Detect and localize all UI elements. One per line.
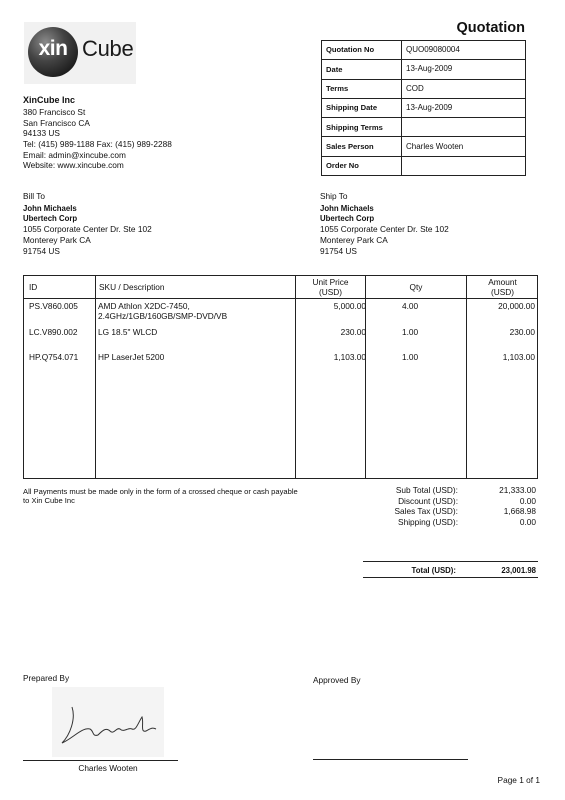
grand-total (363, 561, 538, 578)
info-label: Order No (322, 156, 402, 175)
total-value: 0.00 (519, 495, 536, 506)
bill-to-company: Ubertech Corp (23, 213, 78, 223)
ship-to-label: Ship To (320, 191, 348, 201)
info-value: 13-Aug-2009 (402, 98, 526, 117)
info-row (322, 60, 526, 79)
total-label: Discount (USD): (398, 495, 458, 506)
total-value: 0.00 (519, 516, 536, 527)
total-label: Sub Total (USD): (395, 485, 458, 495)
ship-to-address (320, 191, 540, 256)
signature-image (52, 687, 164, 757)
ship-to-company: Ubertech Corp (320, 213, 375, 223)
item-description (98, 301, 293, 322)
item-unit-price: 1,103.00 (333, 352, 366, 362)
payment-note (23, 487, 323, 505)
header-unit-price (296, 276, 365, 298)
item-amount: 230.00 (509, 327, 535, 337)
prepared-by-name: Charles Wooten (78, 763, 138, 773)
ship-to-street: 1055 Corporate Center Dr. Ste 102 (320, 224, 449, 235)
item-qty: 1.00 (402, 327, 419, 337)
bill-to-label: Bill To (23, 191, 45, 201)
logo-ball-text: xin (38, 37, 68, 60)
prepared-by-line (23, 760, 178, 761)
info-value: Charles Wooten (402, 137, 526, 156)
total-row (360, 485, 538, 496)
payment-note-line: All Payments must be made only in the form of a crossed cheque or cash payable (23, 487, 298, 496)
header-amount-label: Amount (488, 276, 517, 287)
table-row (24, 327, 537, 353)
grand-total-value: 23,001.98 (501, 566, 536, 575)
header-amount-currency: (USD) (490, 287, 515, 297)
header-unit-price-currency: (USD) (318, 287, 343, 297)
total-row (360, 496, 538, 507)
bill-to-zip: 91754 US (23, 245, 60, 256)
info-row (322, 79, 526, 98)
bill-to-contact: John Michaels (23, 203, 77, 213)
company-city: San Francisco CA (23, 117, 90, 128)
total-value: 1,668.98 (503, 506, 536, 516)
payment-note-line: to Xin Cube Inc (23, 496, 75, 506)
bill-to-city: Monterey Park CA (23, 234, 91, 245)
company-address (23, 95, 263, 171)
info-row (322, 98, 526, 117)
totals-summary (360, 485, 538, 527)
header-unit-price-label: Unit Price (312, 276, 349, 287)
item-unit-price: 5,000.00 (333, 301, 366, 311)
bill-to-address (23, 191, 243, 256)
item-description-line: AMD Athlon X2DC-7450, (98, 301, 190, 311)
header-divider (24, 298, 537, 299)
info-label: Shipping Date (322, 98, 402, 117)
logo-wordmark: Cube (82, 36, 134, 61)
table-row (24, 301, 537, 327)
total-row (360, 506, 538, 517)
grand-total-label: Total (USD): (411, 566, 456, 575)
info-row (322, 137, 526, 156)
page-number: Page 1 of 1 (497, 775, 540, 785)
company-street: 380 Francisco St (23, 107, 86, 118)
approved-by-label: Approved By (313, 675, 361, 685)
company-zip: 94133 US (23, 128, 60, 139)
info-label: Shipping Terms (322, 118, 402, 137)
item-description: LG 18.5" WLCD (98, 327, 158, 337)
info-value: 13-Aug-2009 (402, 60, 526, 79)
total-label: Sales Tax (USD): (394, 506, 458, 516)
info-row (322, 118, 526, 137)
item-qty: 4.00 (402, 301, 419, 311)
header-amount (467, 276, 538, 298)
item-id: PS.V860.005 (29, 301, 78, 311)
item-qty: 1.00 (402, 352, 419, 362)
item-id: HP.Q754.071 (29, 352, 79, 362)
info-label: Date (322, 60, 402, 79)
table-row (24, 352, 537, 378)
info-value (402, 156, 526, 175)
header-sku: SKU / Description (99, 281, 165, 292)
ship-to-city: Monterey Park CA (320, 234, 388, 245)
company-logo (24, 22, 136, 84)
bill-to-street: 1055 Corporate Center Dr. Ste 102 (23, 224, 152, 235)
info-value (402, 118, 526, 137)
company-website: Website: www.xincube.com (23, 160, 124, 171)
ship-to-contact: John Michaels (320, 203, 374, 213)
item-id: LC.V890.002 (29, 327, 78, 337)
approved-by-line (313, 759, 468, 760)
company-email: Email: admin@xincube.com (23, 149, 126, 160)
company-phone: Tel: (415) 989-1188 Fax: (415) 989-2288 (23, 139, 172, 150)
item-amount: 20,000.00 (498, 301, 535, 311)
item-unit-price: 230.00 (340, 327, 366, 337)
document-title: Quotation (456, 20, 525, 36)
header-id: ID (29, 281, 38, 292)
info-row (322, 156, 526, 175)
quotation-info-table (321, 40, 526, 176)
header-qty: Qty (409, 281, 423, 292)
info-label: Terms (322, 79, 402, 98)
item-description-line: 2.4GHz/1GB/160GB/SMP-DVD/VB (98, 311, 228, 322)
line-items-table (23, 275, 538, 479)
company-name: XinCube Inc (23, 95, 76, 105)
total-value: 21,333.00 (499, 485, 536, 495)
info-value: QUO09080004 (402, 41, 526, 60)
signature-scribble (52, 687, 164, 757)
info-label: Sales Person (322, 137, 402, 156)
info-value: COD (402, 79, 526, 98)
item-description: HP LaserJet 5200 (98, 352, 165, 362)
ship-to-zip: 91754 US (320, 245, 357, 256)
info-row (322, 41, 526, 60)
info-label: Quotation No (322, 41, 402, 60)
total-row (360, 517, 538, 528)
prepared-by-label: Prepared By (23, 673, 70, 683)
total-label: Shipping (USD): (398, 516, 458, 527)
item-amount: 1,103.00 (502, 352, 535, 362)
